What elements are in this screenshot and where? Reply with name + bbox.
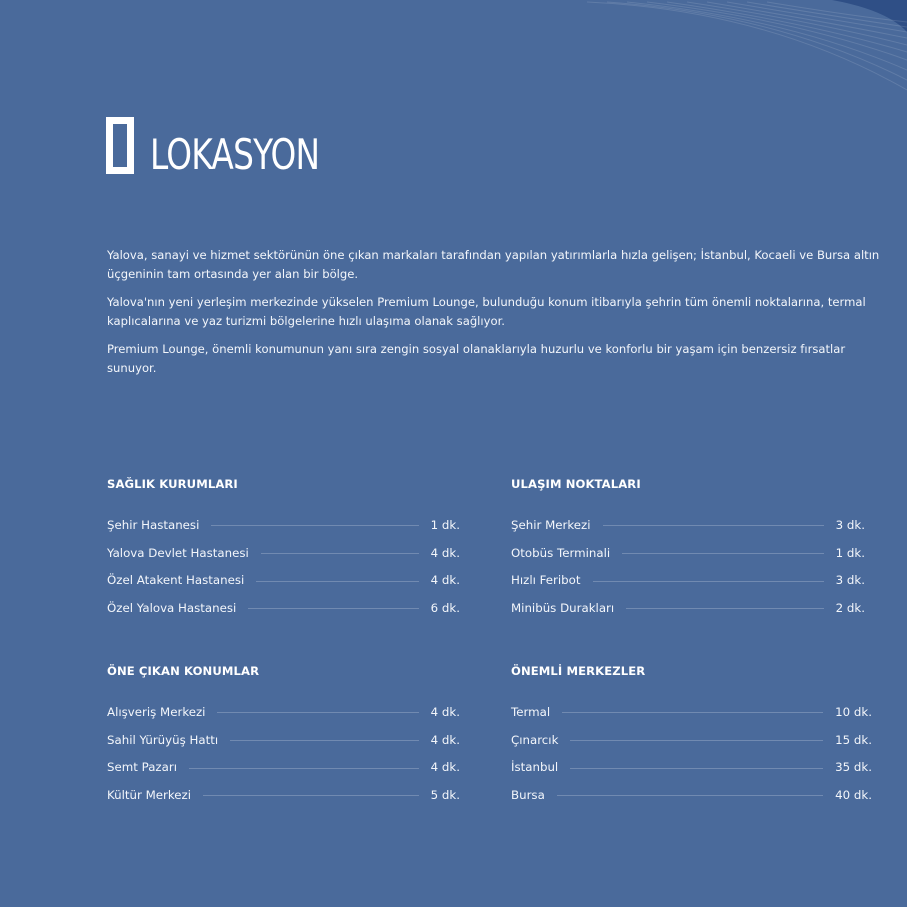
travel-time: 10 dk.	[835, 704, 872, 719]
list-item	[107, 753, 460, 781]
leader-line	[562, 712, 823, 713]
travel-time: 35 dk.	[835, 760, 872, 775]
place-name: Hızlı Feribot	[511, 573, 581, 588]
list-item	[107, 726, 460, 754]
leader-line	[626, 608, 823, 609]
leader-line	[622, 553, 824, 554]
travel-time: 15 dk.	[835, 732, 872, 747]
intro-paragraph: Premium Lounge, önemli konumunun yanı sıra zengin sosyal olanaklarıyla huzurlu ve konforlu bir yaşam için benzersiz fırsatlar sunuyor.	[107, 342, 846, 375]
section-health	[107, 477, 460, 622]
list-item	[107, 781, 460, 809]
list-item	[107, 698, 460, 726]
leader-line	[570, 768, 823, 769]
place-name: Özel Atakent Hastanesi	[107, 573, 245, 588]
travel-time: 4 dk.	[430, 732, 460, 747]
travel-time: 4 dk.	[430, 704, 460, 719]
travel-time: 2 dk.	[835, 600, 865, 615]
place-name: Çınarcık	[511, 732, 559, 747]
place-name: Şehir Hastanesi	[107, 517, 200, 532]
intro-paragraph: Yalova'nın yeni yerleşim merkezinde yükselen Premium Lounge, bulunduğu konum itibarıyla şehrin tüm önemli noktalarına, termal kaplıcalarına ve yaz turizmi bölgelerine hızlı ulaşıma olanak sağlıyor.	[107, 295, 866, 328]
decorative-swoosh	[587, 0, 907, 120]
travel-time: 3 dk.	[835, 573, 865, 588]
travel-time: 1 dk.	[835, 545, 865, 560]
travel-time: 6 dk.	[430, 600, 460, 615]
place-name: Semt Pazarı	[107, 760, 177, 775]
leader-line	[570, 740, 823, 741]
leader-line	[217, 712, 418, 713]
place-name: Otobüs Terminali	[511, 545, 611, 560]
place-name: Şehir Merkezi	[511, 517, 591, 532]
section-title: ULAŞIM NOKTALARI	[511, 477, 641, 491]
leader-line	[230, 740, 419, 741]
leader-line	[189, 768, 419, 769]
section-featured-places	[107, 664, 460, 809]
place-name: İstanbul	[511, 760, 559, 775]
place-name: Termal	[511, 704, 551, 719]
place-name: Yalova Devlet Hastanesi	[107, 545, 249, 560]
list-item	[107, 539, 460, 567]
section-transport	[511, 477, 865, 622]
place-name: Özel Yalova Hastanesi	[107, 600, 237, 615]
travel-time: 4 dk.	[430, 573, 460, 588]
travel-time: 4 dk.	[430, 545, 460, 560]
travel-time: 1 dk.	[430, 517, 460, 532]
list-item	[511, 539, 865, 567]
intro-paragraph: Yalova, sanayi ve hizmet sektörünün öne çıkan markaları tarafından yapılan yatırımlarla hızla gelişen; İstanbul, Kocaeli ve Bursa altın üçgeninin tam ortasında yer alan bir bölge.	[107, 248, 880, 281]
list-item	[511, 511, 865, 539]
leader-line	[593, 581, 824, 582]
section-title: ÖNE ÇIKAN KONUMLAR	[107, 664, 260, 678]
leader-line	[603, 525, 824, 526]
place-name: Kültür Merkezi	[107, 787, 192, 802]
intro-text	[107, 246, 892, 387]
travel-time: 5 dk.	[430, 787, 460, 802]
leader-line	[256, 581, 418, 582]
list-item	[511, 594, 865, 622]
list-item	[511, 726, 872, 754]
leader-line	[211, 525, 418, 526]
page-heading	[106, 117, 367, 179]
leader-line	[203, 795, 419, 796]
section-title: SAĞLIK KURUMLARI	[107, 477, 238, 491]
list-item	[107, 566, 460, 594]
section-title: ÖNEMLİ MERKEZLER	[511, 664, 646, 678]
travel-time: 4 dk.	[430, 760, 460, 775]
place-name: Minibüs Durakları	[511, 600, 615, 615]
place-name: Bursa	[511, 787, 545, 802]
travel-time: 40 dk.	[835, 787, 872, 802]
leader-line	[557, 795, 823, 796]
logo-mark	[106, 117, 134, 174]
place-name: Alışveriş Merkezi	[107, 704, 206, 719]
list-item	[511, 781, 872, 809]
leader-line	[261, 553, 419, 554]
list-item	[511, 698, 872, 726]
page-title: LOKASYON	[150, 130, 320, 179]
list-item	[107, 511, 460, 539]
list-item	[511, 566, 865, 594]
section-major-centers	[511, 664, 872, 809]
leader-line	[248, 608, 418, 609]
list-item	[511, 753, 872, 781]
place-name: Sahil Yürüyüş Hattı	[107, 732, 219, 747]
list-item	[107, 594, 460, 622]
travel-time: 3 dk.	[835, 517, 865, 532]
